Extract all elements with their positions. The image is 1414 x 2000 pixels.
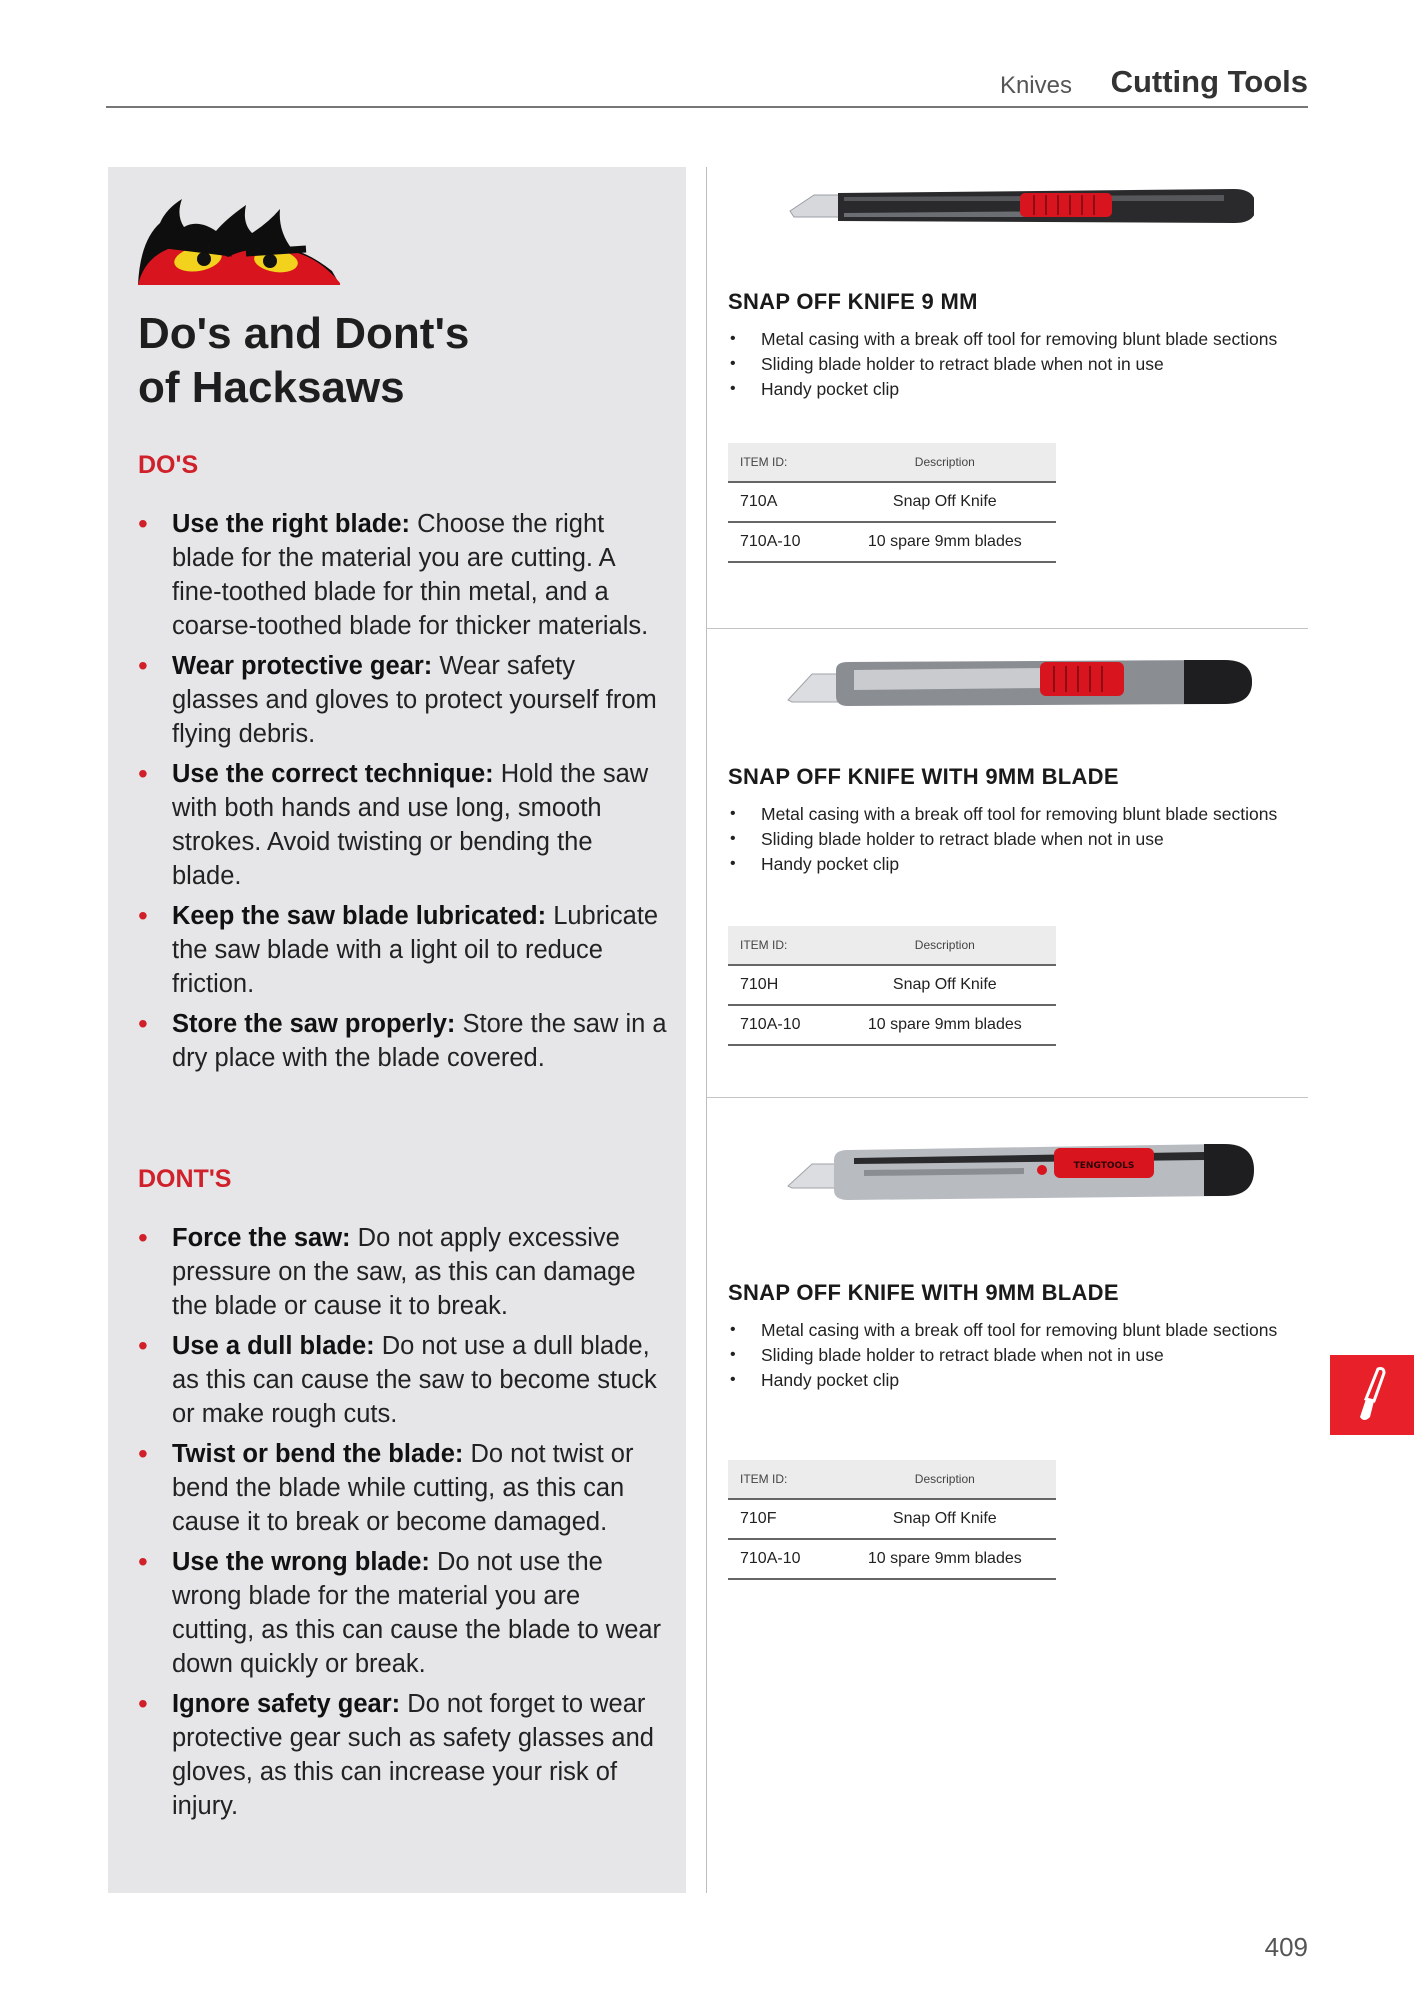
item-id-cell: 710F xyxy=(728,1499,834,1539)
item-id-cell: 710A-10 xyxy=(728,1539,834,1579)
panel-title-line-1: Do's and Dont's xyxy=(138,309,470,358)
panel-title xyxy=(138,307,469,415)
list-item xyxy=(138,507,668,643)
item-term: Use a dull blade: xyxy=(172,1332,375,1360)
list-item xyxy=(138,649,668,751)
table-header-row xyxy=(728,926,1056,965)
item-term: Wear protective gear: xyxy=(172,652,433,680)
list-item xyxy=(138,1329,668,1431)
list-item: • Metal casing with a break off tool for removing blunt blade sections xyxy=(728,802,1308,827)
section-tab[interactable] xyxy=(1330,1355,1414,1435)
col-description: Description xyxy=(834,443,1056,482)
item-text: Do not apply excessive pressure on the saw, as this can damage the blade or cause it to break. xyxy=(172,1224,636,1320)
col-description: Description xyxy=(834,1460,1056,1499)
description-cell: Snap Off Knife xyxy=(834,1499,1056,1539)
table-row xyxy=(728,965,1056,1005)
snap-off-knife-image xyxy=(784,1130,1254,1220)
dos-list xyxy=(138,507,668,1081)
table-row xyxy=(728,1499,1056,1539)
page-number: 409 xyxy=(1264,1932,1308,1962)
snap-off-knife-image xyxy=(784,165,1254,255)
description-cell: Snap Off Knife xyxy=(834,482,1056,522)
list-item xyxy=(138,899,668,1001)
table-row xyxy=(728,1005,1056,1045)
spec-table xyxy=(728,443,1056,563)
item-term: Keep the saw blade lubricated: xyxy=(172,902,547,930)
list-item xyxy=(138,1007,668,1075)
spec-table xyxy=(728,1460,1056,1580)
list-item xyxy=(138,1545,668,1681)
item-text: Do not forget to wear protective gear such as safety glasses and gloves, as this can increase your risk of injury. xyxy=(172,1690,654,1820)
table-row xyxy=(728,522,1056,562)
item-term: Twist or bend the blade: xyxy=(172,1440,464,1468)
item-text: Do not use a dull blade, as this can cause the saw to become stuck or make rough cuts. xyxy=(172,1332,657,1428)
item-id-cell: 710A-10 xyxy=(728,522,834,562)
donts-list xyxy=(138,1221,668,1829)
description-cell: Snap Off Knife xyxy=(834,965,1056,1005)
hacksaw-tips-panel xyxy=(108,167,686,1893)
item-id-cell: 710A-10 xyxy=(728,1005,834,1045)
item-term: Store the saw properly: xyxy=(172,1010,456,1038)
table-header-row xyxy=(728,443,1056,482)
page-header xyxy=(106,60,1308,108)
list-item: • Sliding blade holder to retract blade when not in use xyxy=(728,352,1308,377)
list-item: • Metal casing with a break off tool for removing blunt blade sections xyxy=(728,1318,1308,1343)
item-id-cell: 710A xyxy=(728,482,834,522)
table-header-row xyxy=(728,1460,1056,1499)
item-text: Do not twist or bend the blade while cutting, as this can cause it to break or become damaged. xyxy=(172,1440,634,1536)
dos-heading: DO'S xyxy=(138,451,199,479)
list-item: • Handy pocket clip xyxy=(728,377,1308,402)
item-text: Lubricate the saw blade with a light oil to reduce friction. xyxy=(172,902,659,998)
knife-brand-text: TENGTOOLS xyxy=(1073,1161,1135,1171)
item-term: Use the wrong blade: xyxy=(172,1548,430,1576)
col-item-id: ITEM ID: xyxy=(728,443,834,482)
table-row xyxy=(728,1539,1056,1579)
list-item xyxy=(138,1687,668,1823)
product-title: SNAP OFF KNIFE WITH 9MM BLADE xyxy=(728,1280,1119,1305)
devil-mascot-logo xyxy=(136,197,340,285)
col-description: Description xyxy=(834,926,1056,965)
feature-list xyxy=(728,1318,1308,1393)
item-term: Use the correct technique: xyxy=(172,760,494,788)
subsection-label: Knives xyxy=(999,72,1072,99)
feature-list xyxy=(728,327,1308,402)
list-item: • Sliding blade holder to retract blade when not in use xyxy=(728,1343,1308,1368)
feature-list xyxy=(728,802,1308,877)
donts-heading: DONT'S xyxy=(138,1165,232,1193)
table-row xyxy=(728,482,1056,522)
product-title: SNAP OFF KNIFE 9 MM xyxy=(728,289,978,314)
item-text: Choose the right blade for the material you are cutting. A fine-toothed blade for thin metal, and a coarse-toothed blade for thicker materials. xyxy=(172,510,649,640)
section-title: Cutting Tools xyxy=(1110,64,1308,99)
list-item: • Handy pocket clip xyxy=(728,852,1308,877)
col-item-id: ITEM ID: xyxy=(728,1460,834,1499)
description-cell: 10 spare 9mm blades xyxy=(834,1005,1056,1045)
item-text: Hold the saw with both hands and use long, smooth strokes. Avoid twisting or bending the blade. xyxy=(172,760,649,890)
description-cell: 10 spare 9mm blades xyxy=(834,1539,1056,1579)
product-divider xyxy=(706,1097,1308,1098)
list-item: • Metal casing with a break off tool for removing blunt blade sections xyxy=(728,327,1308,352)
item-term: Ignore safety gear: xyxy=(172,1690,401,1718)
description-cell: 10 spare 9mm blades xyxy=(834,522,1056,562)
knife-icon xyxy=(1330,1355,1414,1435)
list-item xyxy=(138,1221,668,1323)
list-item: • Sliding blade holder to retract blade when not in use xyxy=(728,827,1308,852)
list-item xyxy=(138,1437,668,1539)
list-item xyxy=(138,757,668,893)
item-term: Use the right blade: xyxy=(172,510,411,538)
product-title: SNAP OFF KNIFE WITH 9MM BLADE xyxy=(728,764,1119,789)
product-divider xyxy=(706,628,1308,629)
item-text: Store the saw in a dry place with the blade covered. xyxy=(172,1010,667,1072)
col-item-id: ITEM ID: xyxy=(728,926,834,965)
item-text: Wear safety glasses and gloves to protect yourself from flying debris. xyxy=(172,652,657,748)
spec-table xyxy=(728,926,1056,1046)
list-item: • Handy pocket clip xyxy=(728,1368,1308,1393)
panel-title-line-2: of Hacksaws xyxy=(138,363,405,412)
snap-off-knife-image xyxy=(784,640,1254,730)
column-divider xyxy=(706,167,707,1893)
item-id-cell: 710H xyxy=(728,965,834,1005)
item-term: Force the saw: xyxy=(172,1224,351,1252)
item-text: Do not use the wrong blade for the material you are cutting, as this can cause the blade to wear down quickly or break. xyxy=(172,1548,662,1678)
